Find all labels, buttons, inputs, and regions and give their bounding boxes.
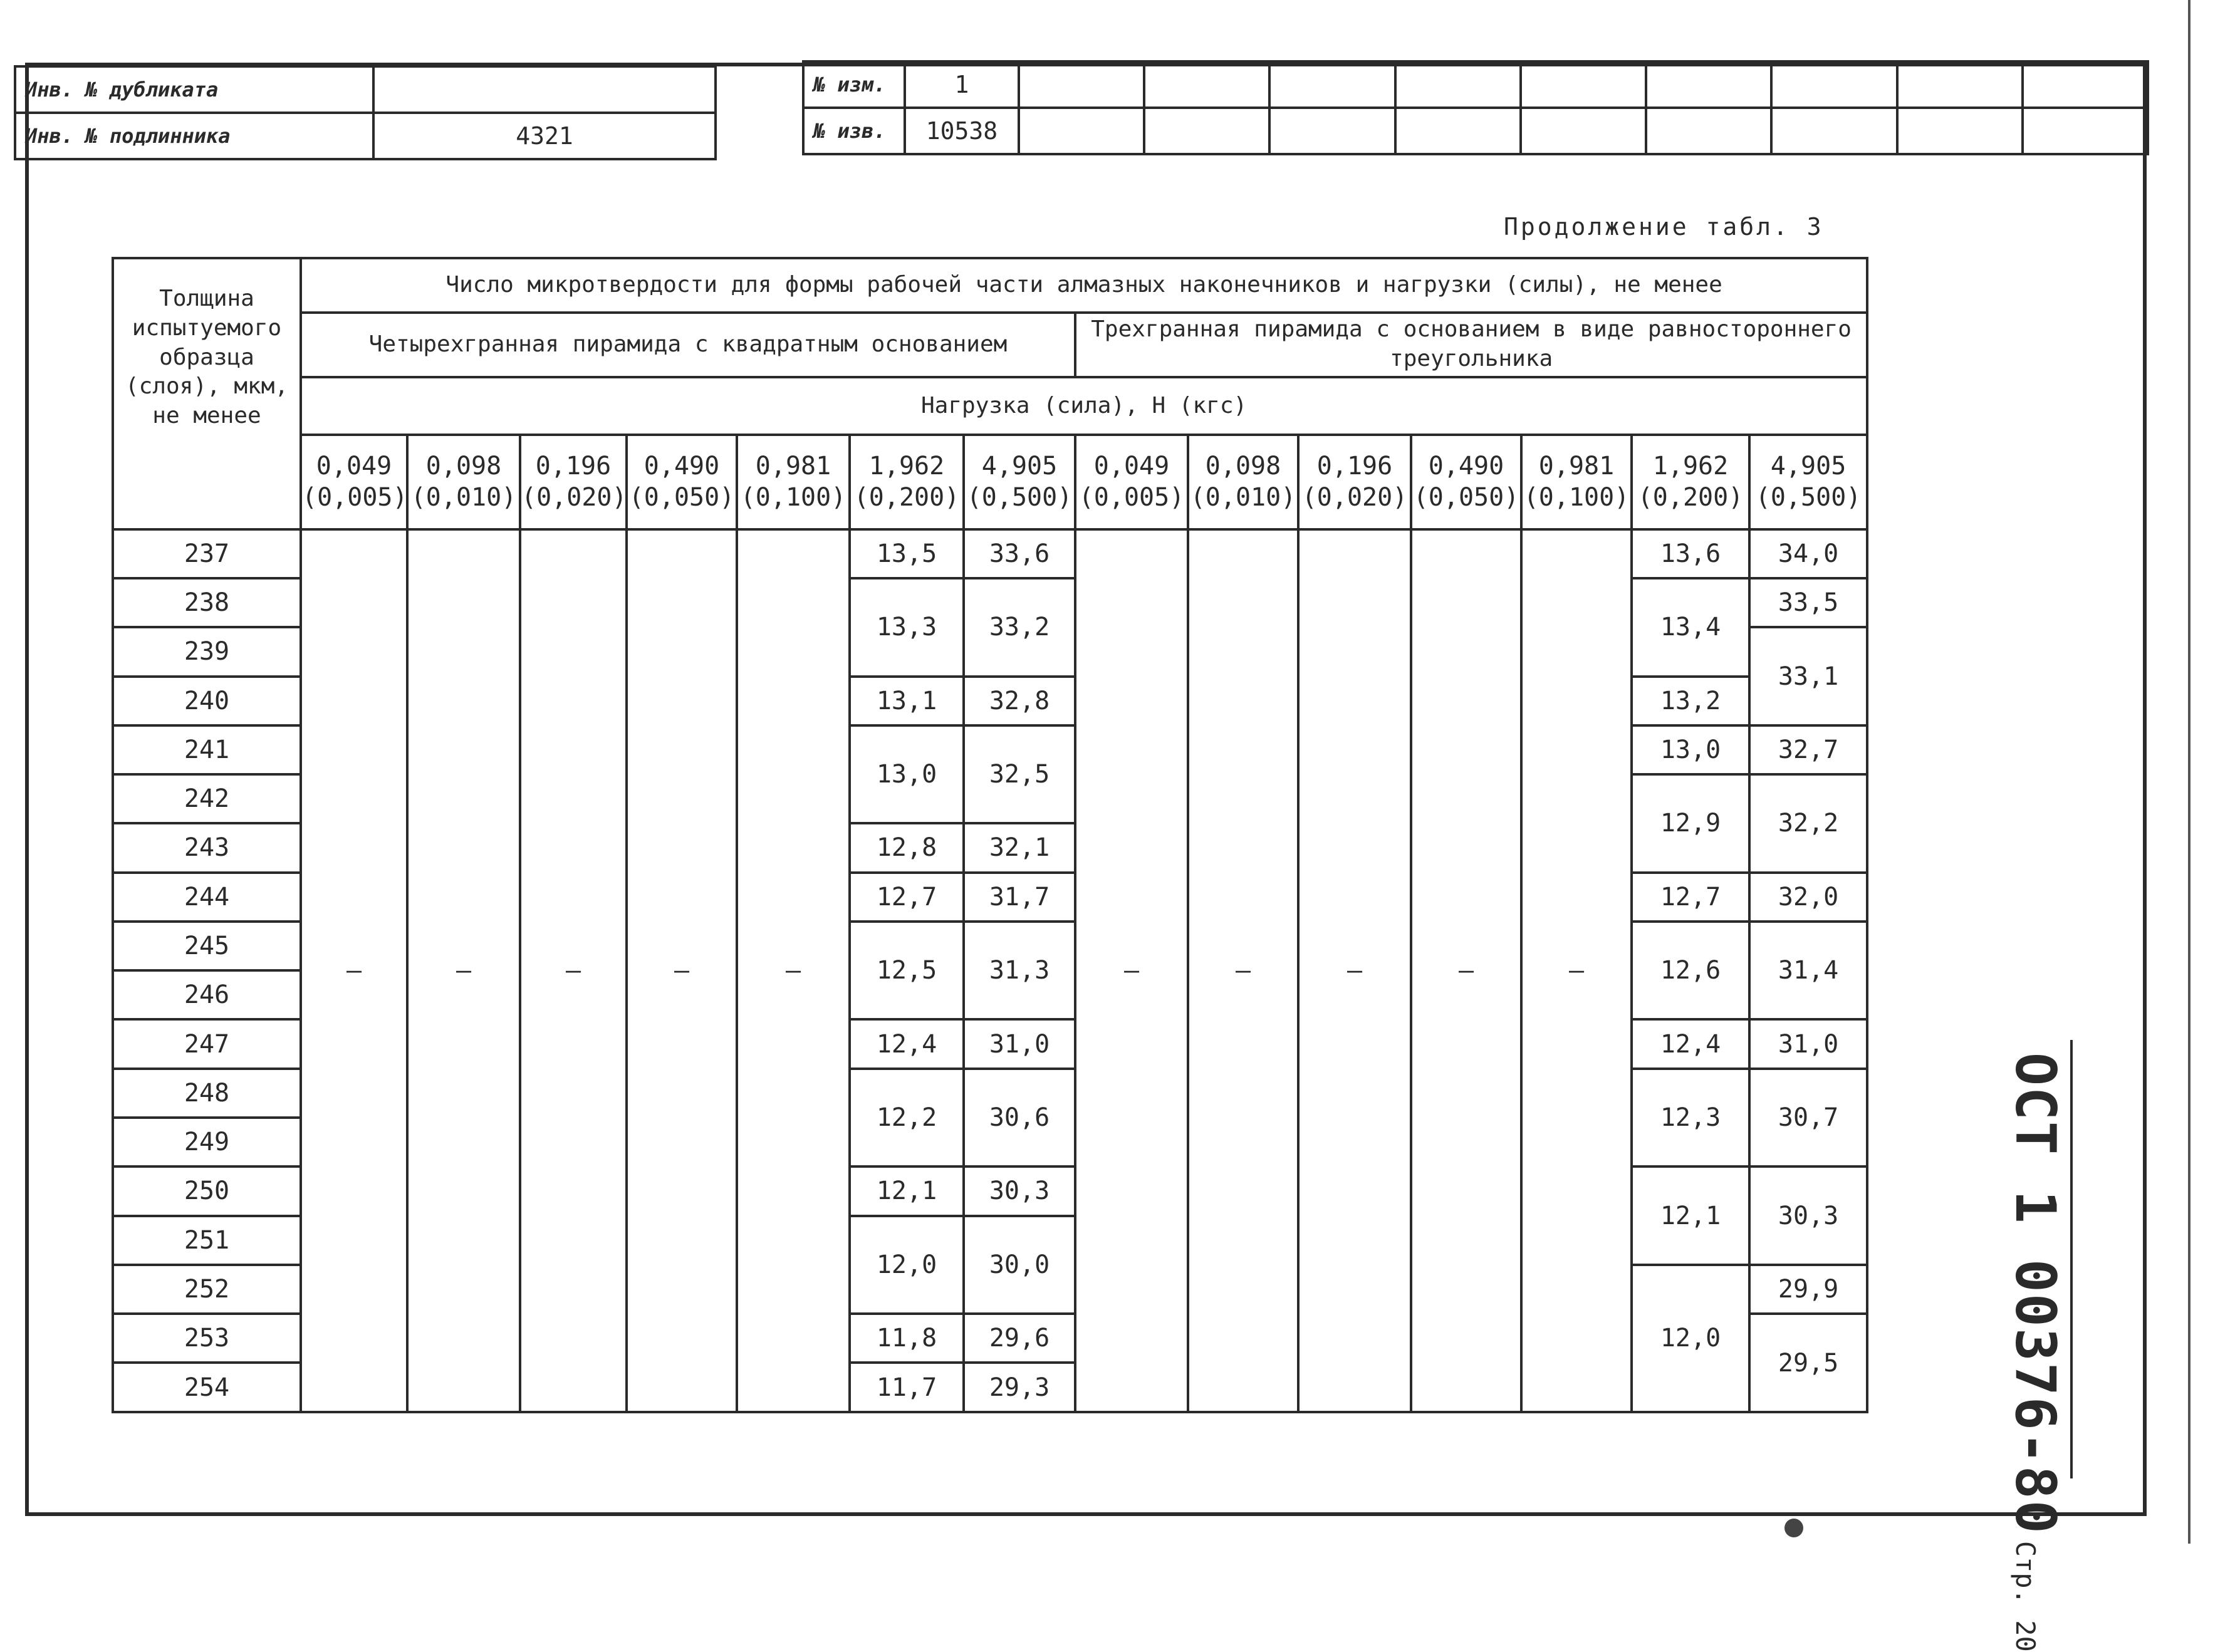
no-value-dash: –	[1411, 529, 1521, 1412]
load-kgf: (0,020)	[521, 483, 627, 512]
load-newton: 0,196	[535, 452, 612, 481]
thickness-value: 250	[113, 1166, 301, 1215]
load-value	[1632, 435, 1749, 529]
load-value	[1749, 435, 1867, 529]
load-kgf: (0,200)	[1637, 483, 1744, 512]
square-1962-value: 12,0	[850, 1216, 964, 1314]
triangle-4905-value: 31,0	[1749, 1019, 1867, 1068]
square-4905-value: 30,0	[964, 1216, 1075, 1314]
thickness-value: 244	[113, 873, 301, 922]
load-newton: 0,490	[1428, 452, 1504, 481]
stamp-cell	[1144, 108, 1269, 154]
stamp-cell	[1897, 61, 2023, 108]
thickness-value: 243	[113, 823, 301, 872]
square-4905-value: 31,0	[964, 1019, 1075, 1068]
original-label: Инв. № подлинника	[15, 113, 373, 159]
load-newton: 0,981	[1538, 452, 1615, 481]
stamp-cell	[1521, 61, 1646, 108]
triangle-1962-value: 13,0	[1632, 725, 1749, 774]
no-value-dash: –	[301, 529, 407, 1412]
thickness-value: 237	[113, 529, 301, 578]
no-value-dash: –	[627, 529, 737, 1412]
change-label: № изм.	[803, 61, 905, 108]
load-value	[964, 435, 1075, 529]
inventory-stamp	[14, 65, 717, 160]
no-value-dash: –	[407, 529, 520, 1412]
load-kgf: (0,005)	[302, 483, 408, 512]
thickness-value: 239	[113, 627, 301, 676]
page-edge	[2188, 0, 2191, 1544]
stamp-cell	[1019, 61, 1144, 108]
square-4905-value: 30,6	[964, 1069, 1075, 1167]
load-kgf: (0,010)	[410, 483, 517, 512]
thickness-value: 242	[113, 774, 301, 823]
stamp-cell	[1897, 108, 2023, 154]
triangle-1962-value: 12,0	[1632, 1265, 1749, 1412]
triangle-4905-value: 32,2	[1749, 774, 1867, 873]
load-kgf: (0,200)	[853, 483, 960, 512]
stamp-cell	[2023, 61, 2148, 108]
thickness-value: 241	[113, 725, 301, 774]
triangle-4905-value: 34,0	[1749, 529, 1867, 578]
no-value-dash: –	[1188, 529, 1298, 1412]
designation-rule	[2070, 1040, 2073, 1478]
stamp-cell	[1269, 61, 1395, 108]
triangle-1962-value: 12,4	[1632, 1019, 1749, 1068]
load-kgf: (0,500)	[966, 483, 1073, 512]
thickness-value: 245	[113, 922, 301, 970]
square-1962-value: 12,5	[850, 922, 964, 1020]
square-1962-value: 12,2	[850, 1069, 964, 1167]
thickness-value: 253	[113, 1314, 301, 1363]
load-newton: 0,049	[316, 452, 392, 481]
page-number: Стр. 20	[2010, 1540, 2041, 1652]
square-1962-value: 12,7	[850, 873, 964, 922]
triangle-pyramid-header: Трехгранная пирамида с основанием в виде равностороннего треугольника	[1075, 313, 1867, 377]
square-1962-value: 12,1	[850, 1166, 964, 1215]
duplicate-value	[373, 66, 716, 113]
duplicate-label: Инв. № дубликата	[15, 66, 373, 113]
change-value: 1	[905, 61, 1019, 108]
stamp-cell	[1269, 108, 1395, 154]
thickness-value: 246	[113, 970, 301, 1019]
notice-label: № изв.	[803, 108, 905, 154]
square-1962-value: 13,1	[850, 677, 964, 725]
microhardness-table	[112, 257, 1868, 1413]
triangle-1962-value: 12,1	[1632, 1166, 1749, 1265]
square-4905-value: 32,1	[964, 823, 1075, 872]
square-1962-value: 11,7	[850, 1363, 964, 1412]
load-value	[627, 435, 737, 529]
load-newton: 1,962	[868, 452, 945, 481]
triangle-4905-value: 29,9	[1749, 1265, 1867, 1314]
load-value	[1298, 435, 1411, 529]
triangle-1962-value: 12,6	[1632, 922, 1749, 1020]
triangle-4905-value: 33,1	[1749, 627, 1867, 725]
triangle-4905-value: 30,7	[1749, 1069, 1867, 1167]
load-value	[301, 435, 407, 529]
square-1962-value: 12,4	[850, 1019, 964, 1068]
thickness-value: 248	[113, 1069, 301, 1118]
load-kgf: (0,100)	[1523, 483, 1630, 512]
load-kgf: (0,050)	[628, 483, 735, 512]
load-value	[407, 435, 520, 529]
no-value-dash: –	[1298, 529, 1411, 1412]
square-4905-value: 32,8	[964, 677, 1075, 725]
load-newton: 0,049	[1093, 452, 1170, 481]
triangle-1962-value: 13,6	[1632, 529, 1749, 578]
square-4905-value: 33,2	[964, 578, 1075, 677]
original-value: 4321	[373, 113, 716, 159]
stamp-cell	[2023, 108, 2148, 154]
load-newton: 4,905	[981, 452, 1058, 481]
load-newton: 0,098	[425, 452, 502, 481]
standard-code: ОСТ 1 00376-80	[2003, 1052, 2068, 1535]
triangle-1962-value: 12,9	[1632, 774, 1749, 873]
load-value	[1521, 435, 1632, 529]
binder-hole	[1784, 1519, 1803, 1537]
square-1962-value: 13,5	[850, 529, 964, 578]
load-kgf: (0,010)	[1190, 483, 1296, 512]
stamp-cell	[1771, 61, 1897, 108]
triangle-1962-value: 13,2	[1632, 677, 1749, 725]
load-value	[737, 435, 850, 529]
thickness-value: 251	[113, 1216, 301, 1265]
square-4905-value: 33,6	[964, 529, 1075, 578]
stamp-cell	[1771, 108, 1897, 154]
load-kgf: (0,050)	[1413, 483, 1519, 512]
load-header: Нагрузка (сила), Н (кгс)	[301, 377, 1867, 435]
triangle-4905-value: 32,7	[1749, 725, 1867, 774]
stamp-cell	[1646, 61, 1771, 108]
thickness-value: 247	[113, 1019, 301, 1068]
load-kgf: (0,020)	[1301, 483, 1408, 512]
load-value	[1075, 435, 1188, 529]
square-4905-value: 31,7	[964, 873, 1075, 922]
square-4905-value: 30,3	[964, 1166, 1075, 1215]
notice-value: 10538	[905, 108, 1019, 154]
no-value-dash: –	[520, 529, 627, 1412]
revision-stamp	[802, 60, 2149, 155]
triangle-4905-value: 31,4	[1749, 922, 1867, 1020]
triangle-4905-value: 32,0	[1749, 873, 1867, 922]
triangle-1962-value: 12,3	[1632, 1069, 1749, 1167]
thickness-value: 252	[113, 1265, 301, 1314]
load-newton: 0,196	[1316, 452, 1393, 481]
load-newton: 0,490	[643, 452, 720, 481]
thickness-value: 240	[113, 677, 301, 725]
triangle-1962-value: 13,4	[1632, 578, 1749, 677]
no-value-dash: –	[1521, 529, 1632, 1412]
stamp-cell	[1521, 108, 1646, 154]
load-kgf: (0,100)	[740, 483, 847, 512]
main-header: Число микротвердости для формы рабочей части алмазных наконечников и нагрузки (силы), не менее	[301, 258, 1867, 313]
square-1962-value: 12,8	[850, 823, 964, 872]
square-4905-value: 29,6	[964, 1314, 1075, 1363]
square-4905-value: 31,3	[964, 922, 1075, 1020]
no-value-dash: –	[737, 529, 850, 1412]
stamp-cell	[1019, 108, 1144, 154]
square-1962-value: 13,0	[850, 725, 964, 824]
load-newton: 1,962	[1652, 452, 1729, 481]
load-value	[1411, 435, 1521, 529]
load-value	[520, 435, 627, 529]
stamp-cell	[1144, 61, 1269, 108]
load-newton: 4,905	[1770, 452, 1847, 481]
stamp-cell	[1646, 108, 1771, 154]
triangle-4905-value: 29,5	[1749, 1314, 1867, 1412]
load-kgf: (0,005)	[1078, 483, 1185, 512]
triangle-4905-value: 33,5	[1749, 578, 1867, 627]
thickness-header: Толщина испытуемого образца (слоя), мкм, не менее	[113, 258, 301, 529]
load-newton: 0,981	[755, 452, 831, 481]
thickness-value: 254	[113, 1363, 301, 1412]
square-4905-value: 29,3	[964, 1363, 1075, 1412]
load-value	[850, 435, 964, 529]
square-pyramid-header: Четырехгранная пирамида с квадратным основанием	[301, 313, 1075, 377]
triangle-1962-value: 12,7	[1632, 873, 1749, 922]
thickness-value: 238	[113, 578, 301, 627]
table-caption: Продолжение табл. 3	[1504, 213, 1824, 241]
thickness-value: 249	[113, 1118, 301, 1166]
stamp-cell	[1395, 108, 1521, 154]
square-4905-value: 32,5	[964, 725, 1075, 824]
stamp-cell	[1395, 61, 1521, 108]
no-value-dash: –	[1075, 529, 1188, 1412]
load-value	[1188, 435, 1298, 529]
square-1962-value: 11,8	[850, 1314, 964, 1363]
square-1962-value: 13,3	[850, 578, 964, 677]
load-kgf: (0,500)	[1755, 483, 1862, 512]
load-newton: 0,098	[1205, 452, 1281, 481]
triangle-4905-value: 30,3	[1749, 1166, 1867, 1265]
